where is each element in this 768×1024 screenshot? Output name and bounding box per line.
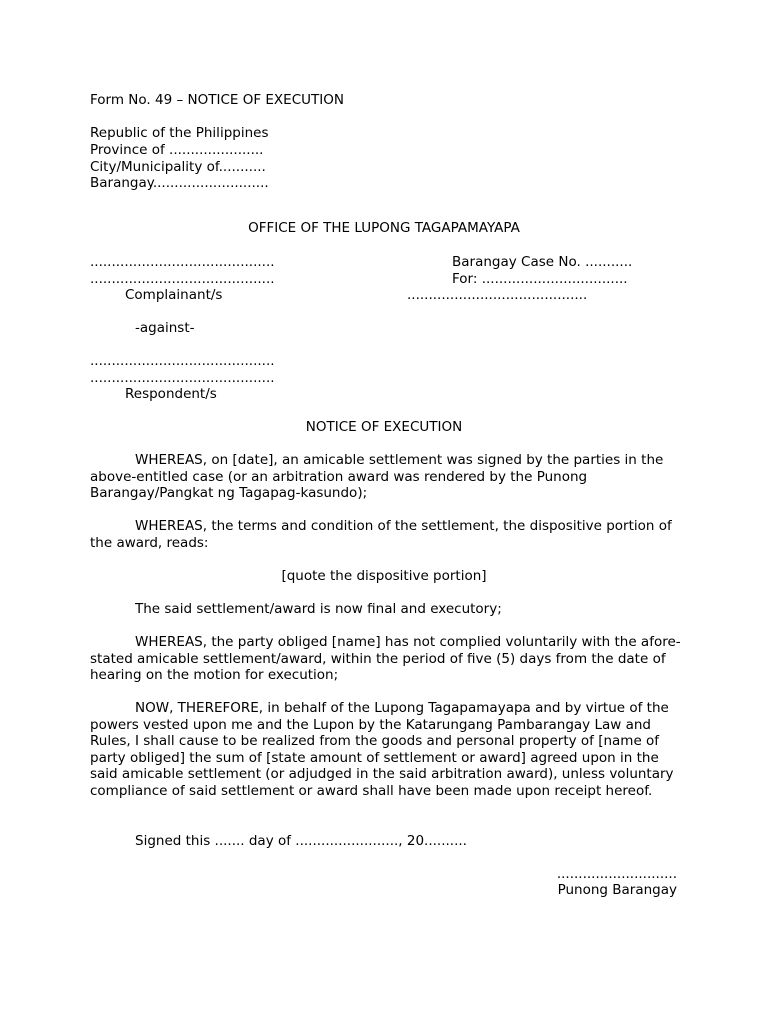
paragraph-whereas-3-text: WHEREAS, the party obliged [name] has not complied voluntarily with the afore-stated amicable settlement/award, within the period of five (5) days from the date of hearing on the motion for execution; (90, 634, 681, 683)
office-heading: OFFICE OF THE LUPONG TAGAPAMAYAPA (248, 220, 520, 236)
republic-line: Republic of the Philippines (90, 125, 269, 141)
case-for-line-2: .......................................... (407, 287, 588, 303)
paragraph-final (90, 601, 682, 618)
city-line: City/Municipality of........... (90, 159, 266, 175)
paragraph-now-therefore (90, 700, 682, 799)
paragraph-final-text: The said settlement/award is now final and executory; (135, 601, 502, 617)
paragraph-whereas-1 (90, 452, 682, 502)
signature-title: Punong Barangay (557, 882, 677, 898)
case-number: Barangay Case No. ........... (452, 254, 633, 270)
form-title: Form No. 49 – NOTICE OF EXECUTION (90, 92, 344, 108)
paragraph-now-therefore-text: NOW, THEREFORE, in behalf of the Lupong Tagapamayapa and by virtue of the powers vested upon me and the Lupon by the Katarungang Pambarangay Law and Rules, I shall cause to be realized from the goods and personal property of [name of party obliged] the sum of [state amount of settlement or award] agreed upon in the said amicable settlement (or adjudged in the said arbitration award), unless voluntary compliance of said settlement or award shall have been made upon receipt hereof. (90, 700, 674, 799)
complainant-line-2: ........................................... (90, 271, 275, 287)
complainant-line-1: ........................................... (90, 254, 275, 270)
notice-title: NOTICE OF EXECUTION (305, 419, 463, 435)
paragraph-whereas-2 (90, 518, 682, 551)
complainant-label: Complainant/s (125, 287, 223, 303)
respondent-line-1: ........................................... (90, 353, 275, 369)
case-for: For: .................................. (452, 271, 628, 287)
paragraph-whereas-1-text: WHEREAS, on [date], an amicable settlement was signed by the parties in the above-entitled case (or an arbitration award was rendered by the Punong Barangay/Pangkat ng Tagapag-kasundo); (90, 452, 664, 501)
paragraph-whereas-3 (90, 634, 682, 684)
signature-line: ............................ (556, 866, 677, 882)
respondent-label: Respondent/s (125, 386, 217, 402)
quote-placeholder: [quote the dispositive portion] (281, 568, 487, 584)
against-label: -against- (135, 320, 195, 336)
signed-line: Signed this ....... day of ........................, 20.......... (135, 833, 467, 849)
paragraph-whereas-2-text: WHEREAS, the terms and condition of the settlement, the dispositive portion of the award, reads: (90, 518, 672, 551)
barangay-line: Barangay........................... (90, 175, 269, 191)
province-line: Province of ...................... (90, 142, 264, 158)
respondent-line-2: ........................................... (90, 370, 275, 386)
